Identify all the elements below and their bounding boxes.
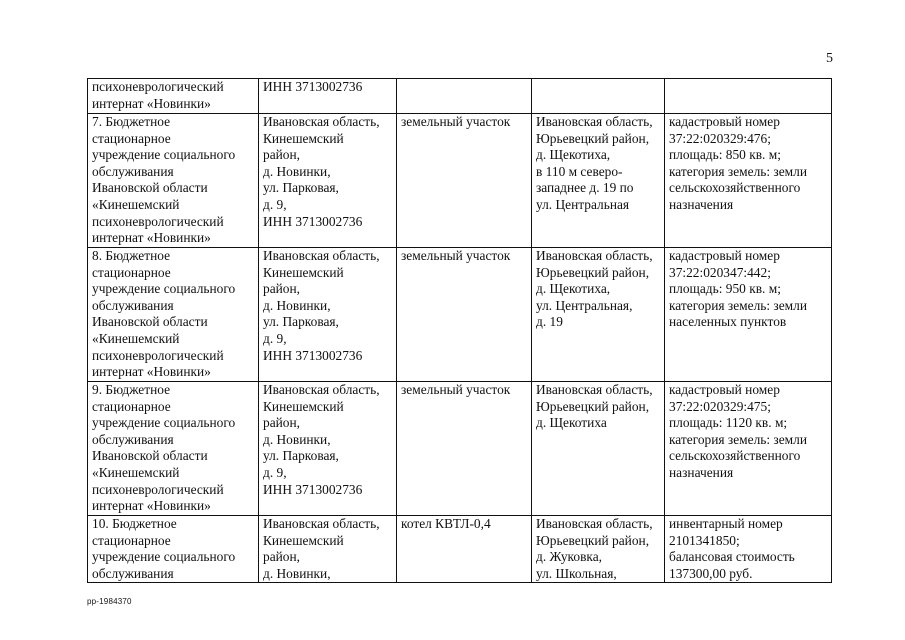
cell-property-location: Ивановская область, Юрьевецкий район, д. Щекотиха, ул. Центральная, д. 19 bbox=[532, 248, 665, 382]
cell-property-details: кадастровый номер 37:22:020329:476; площадь: 850 кв. м; категория земель: земли сельскохозяйственного назначения bbox=[665, 114, 832, 248]
cell-property-location bbox=[532, 79, 665, 114]
cell-institution: 7. Бюджетное стационарное учреждение социального обслуживания Ивановской области «Кинешемский психоневрологический интернат «Новинки» bbox=[88, 114, 259, 248]
cell-property-location: Ивановская область, Юрьевецкий район, д. Щекотиха, в 110 м северо- западнее д. 19 по ул. Центральная bbox=[532, 114, 665, 248]
cell-institution-address: ИНН 3713002736 bbox=[259, 79, 397, 114]
cell-property-details: кадастровый номер 37:22:020329:475; площадь: 1120 кв. м; категория земель: земли сельскохозяйственного назначения bbox=[665, 382, 832, 516]
cell-property-type bbox=[397, 79, 532, 114]
cell-property-type: земельный участок bbox=[397, 248, 532, 382]
table-row bbox=[88, 248, 832, 382]
document-code: pp-1984370 bbox=[87, 597, 132, 606]
cell-institution-address: Ивановская область, Кинешемский район, д. Новинки, ул. Парковая, д. 9, ИНН 3713002736 bbox=[259, 248, 397, 382]
cell-property-location: Ивановская область, Юрьевецкий район, д. Жуковка, ул. Школьная, bbox=[532, 516, 665, 583]
page-number: 5 bbox=[826, 51, 833, 66]
cell-property-location: Ивановская область, Юрьевецкий район, д. Щекотиха bbox=[532, 382, 665, 516]
table-row bbox=[88, 114, 832, 248]
cell-property-type: земельный участок bbox=[397, 382, 532, 516]
cell-institution-address: Ивановская область, Кинешемский район, д. Новинки, ул. Парковая, д. 9, ИНН 3713002736 bbox=[259, 382, 397, 516]
cell-property-details: инвентарный номер 2101341850; балансовая стоимость 137300,00 руб. bbox=[665, 516, 832, 583]
cell-property-details bbox=[665, 79, 832, 114]
property-table bbox=[87, 78, 832, 583]
cell-institution: 10. Бюджетное стационарное учреждение социального обслуживания bbox=[88, 516, 259, 583]
cell-property-type: земельный участок bbox=[397, 114, 532, 248]
cell-institution: психоневрологический интернат «Новинки» bbox=[88, 79, 259, 114]
table-row bbox=[88, 516, 832, 583]
cell-institution-address: Ивановская область, Кинешемский район, д. Новинки, ул. Парковая, д. 9, ИНН 3713002736 bbox=[259, 114, 397, 248]
cell-institution: 9. Бюджетное стационарное учреждение социального обслуживания Ивановской области «Кинешемский психоневрологический интернат «Новинки» bbox=[88, 382, 259, 516]
cell-institution-address: Ивановская область, Кинешемский район, д. Новинки, bbox=[259, 516, 397, 583]
cell-property-type: котел КВТЛ-0,4 bbox=[397, 516, 532, 583]
table-row bbox=[88, 79, 832, 114]
cell-property-details: кадастровый номер 37:22:020347:442; площадь: 950 кв. м; категория земель: земли населенных пунктов bbox=[665, 248, 832, 382]
cell-institution: 8. Бюджетное стационарное учреждение социального обслуживания Ивановской области «Кинешемский психоневрологический интернат «Новинки» bbox=[88, 248, 259, 382]
table-row bbox=[88, 382, 832, 516]
